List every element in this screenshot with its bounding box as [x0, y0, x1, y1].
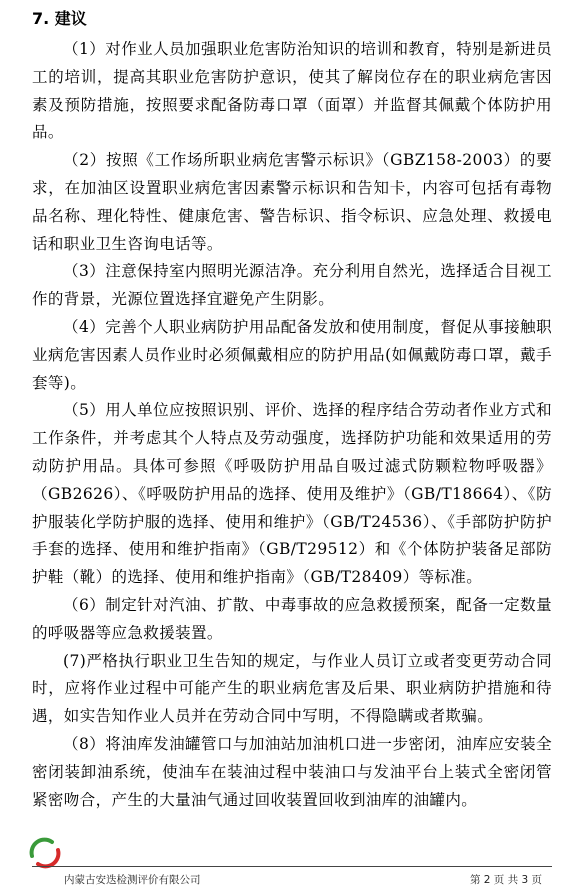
footer-company: 内蒙古安迭检测评价有限公司	[64, 874, 201, 886]
footer-divider	[32, 866, 552, 867]
recommendations-body	[32, 36, 552, 814]
recommendation-5: （5）用人单位应按照识别、评价、选择的程序结合劳动者作业方式和工作条件，并考虑其个人特点及劳动强度，选择防护功能和效果适用的劳动防护用品。具体可参照《呼吸防护用品自吸过滤式防颗粒物呼吸器》（GB2626）、《呼吸防护用品的选择、使用及维护》（GB/T18664）、《防护服装化学防护服的选择、使用和维护》（GB/T24536）、《手部防护防护手套的选择、使用和维护指南》（GB/T29512）和《个体防护装备足部防护鞋（靴）的选择、使用和维护指南》（GB/T28409）等标准。	[32, 401, 552, 587]
recommendation-6: （6）制定针对汽油、扩散、中毒事故的应急救援预案，配备一定数量的呼吸器等应急救援装置。	[32, 595, 552, 642]
recommendation-2: （2）按照《工作场所职业病危害警示标识》（GBZ158-2003）的要求，在加油区设置职业病危害因素警示标识和告知卡，内容可包括有毒物品名称、理化特性、健康危害、警告标识、指令标识、应急处理、救援电话和职业卫生咨询电话等。	[32, 151, 552, 253]
recommendation-7: (7)严格执行职业卫生告知的规定，与作业人员订立或者变更劳动合同时，应将作业过程中可能产生的职业病危害及后果、职业病防护措施和待遇，如实告知作业人员并在劳动合同中写明，不得隐瞒或者欺骗。	[32, 651, 552, 726]
company-logo-icon	[28, 836, 62, 870]
recommendation-3: （3）注意保持室内照明光源洁净。充分利用自然光，选择适合目视工作的背景，光源位置选择宜避免产生阴影。	[32, 262, 552, 309]
recommendation-1: （1）对作业人员加强职业危害防治知识的培训和教育，特别是新进员工的培训，提高其职业危害防护意识，使其了解岗位存在的职业病危害因素及预防措施，按照要求配备防毒口罩（面罩）并监督其佩戴个体防护用品。	[32, 40, 552, 142]
page-footer	[0, 866, 582, 893]
section-title: 7. 建议	[32, 9, 87, 28]
recommendation-8: （8）将油库发油罐管口与加油站加油机口进一步密闭，油库应安装全密闭装卸油系统，使油车在装油过程中装油口与发油平台上装式全密闭管紧密吻合，产生的大量油气通过回收装置回收到油库的油罐内。	[32, 734, 552, 809]
footer-page-number: 第 2 页 共 3 页	[469, 874, 542, 886]
recommendation-4: （4）完善个人职业病防护用品配备发放和使用制度，督促从事接触职业病危害因素人员作业时必须佩戴相应的防护用品(如佩戴防毒口罩，戴手套等)。	[32, 317, 552, 392]
